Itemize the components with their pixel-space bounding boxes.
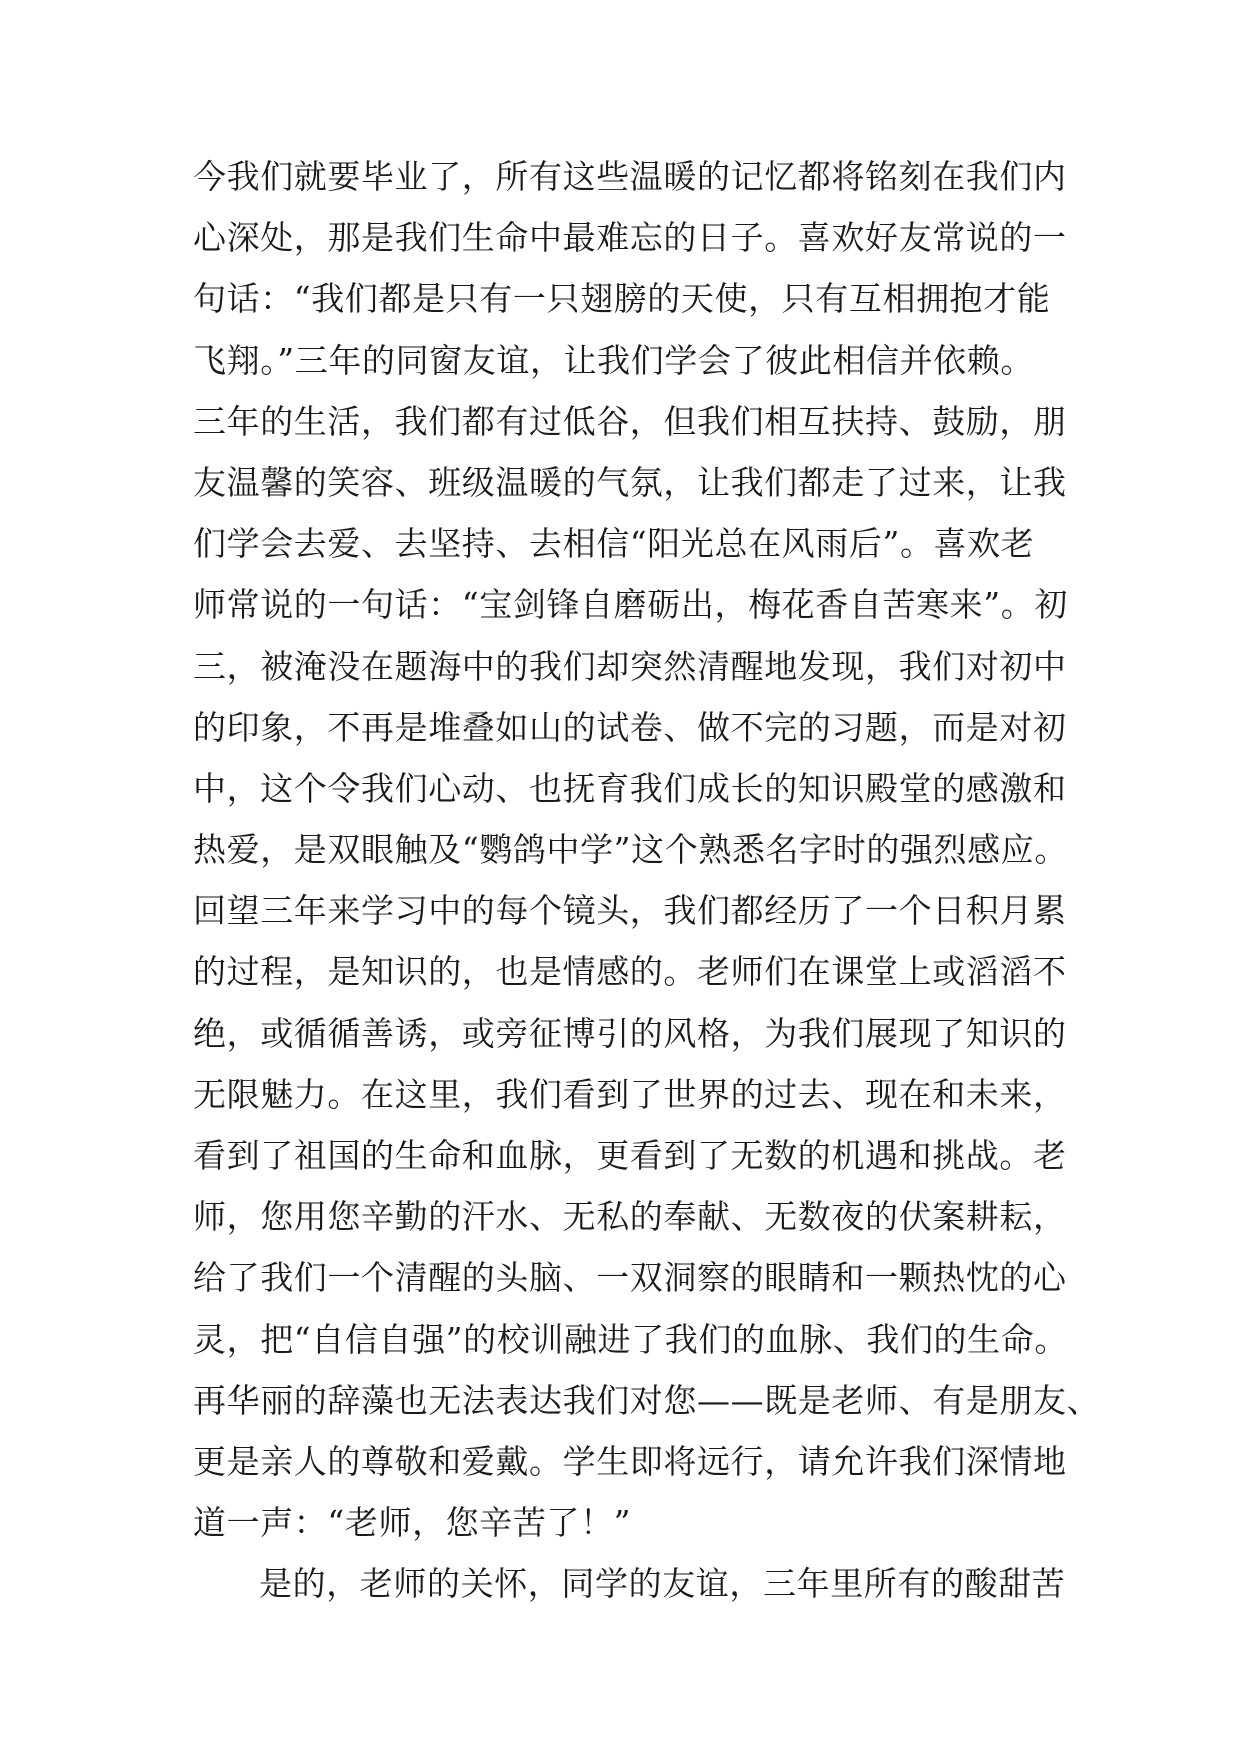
text-line: 绝，或循循善诱，或旁征博引的风格，为我们展现了知识的 <box>193 1013 1067 1053</box>
text-line: 无限魅力。在这里，我们看到了世界的过去、现在和未来， <box>193 1074 1067 1114</box>
text-line: 热爱，是双眼触及“鹦鸽中学”这个熟悉名字时的强烈感应。 <box>193 830 1068 870</box>
text-line: 们学会去爱、去坚持、去相信“阳光总在风雨后”。喜欢老 <box>193 524 1035 564</box>
text-line: 的印象，不再是堆叠如山的试卷、做不完的习题，而是对初 <box>193 707 1067 747</box>
text-line: 给了我们一个清醒的头脑、一双洞察的眼睛和一颗热忱的心 <box>193 1258 1067 1298</box>
text-line: 更是亲人的尊敬和爱戴。学生即将远行，请允许我们深情地 <box>193 1441 1067 1481</box>
text-line: 友温馨的笑容、班级温暖的气氛，让我们都走了过来，让我 <box>193 462 1067 502</box>
text-line: 道一声：“老师，您辛苦了！” <box>193 1503 632 1543</box>
text-line: 回望三年来学习中的每个镜头，我们都经历了一个日积月累 <box>193 891 1067 931</box>
text-line: 今我们就要毕业了，所有这些温暖的记忆都将铭刻在我们内 <box>193 157 1067 196</box>
text-line: 飞翔。”三年的同窗友谊，让我们学会了彼此相信并依赖。 <box>193 340 1034 380</box>
text-line: 三，被淹没在题海中的我们却突然清醒地发现，我们对初中 <box>193 646 1067 686</box>
text-line: 师常说的一句话：“宝剑锋自磨砺出，梅花香自苦寒来”。初 <box>193 585 1068 625</box>
text-line: 是的，老师的关怀，同学的友谊，三年里所有的酸甜苦 <box>259 1564 1066 1604</box>
text-line: 三年的生活，我们都有过低谷，但我们相互扶持、鼓励，朋 <box>193 401 1067 441</box>
text-line: 再华丽的辞藻也无法表达我们对您——既是老师、有是朋友、 <box>193 1380 1101 1420</box>
paragraph <box>193 146 1101 1553</box>
text-line: 中，这个令我们心动、也抚育我们成长的知识殿堂的感激和 <box>193 768 1067 808</box>
text-line: 看到了祖国的生命和血脉，更看到了无数的机遇和挑战。老 <box>193 1136 1067 1175</box>
text-line: 灵，把“自信自强”的校训融进了我们的血脉、我们的生命。 <box>193 1319 1068 1359</box>
text-line: 的过程，是知识的，也是情感的。老师们在课堂上或滔滔不 <box>193 952 1067 992</box>
text-line: 句话：“我们都是只有一只翅膀的天使，只有互相拥抱才能 <box>193 279 1051 319</box>
text-line: 师，您用您辛勤的汗水、无私的奉献、无数夜的伏案耕耘， <box>193 1197 1067 1237</box>
text-line: 心深处，那是我们生命中最难忘的日子。喜欢好友常说的一 <box>193 218 1067 258</box>
body-text <box>193 146 1101 1615</box>
paragraph <box>193 1553 1066 1614</box>
